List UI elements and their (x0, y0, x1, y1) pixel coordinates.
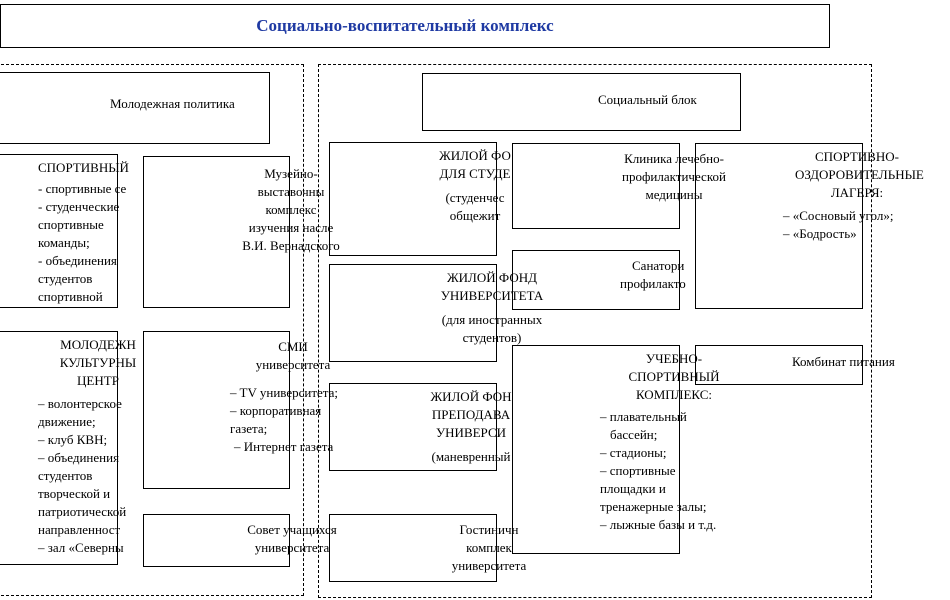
clinic-label: Клиника лечебно- профилактической медицины (622, 151, 726, 202)
camps-title: СПОРТИВНО- ОЗДОРОВИТЕЛЬНЫЕ ЛАГЕРЯ: (795, 149, 924, 200)
list-item: – лыжные базы и т.д. (600, 517, 717, 532)
list-item: – волонтерское (38, 396, 122, 411)
diagram-title: Социально-воспитательный комплекс (256, 16, 554, 35)
social-block-label: Социальный блок (598, 92, 697, 107)
list-item: патриотической (38, 504, 127, 519)
housing-university-label: ЖИЛОЙ ФОНД УНИВЕРСИТЕТА (для иностранных студентов) (440, 270, 544, 345)
catering-label: Комбинат питания (792, 354, 895, 369)
list-item: – спортивные (600, 463, 676, 478)
list-item: - объединения (38, 253, 117, 268)
list-item: команды; (38, 235, 90, 250)
camps-list (783, 207, 894, 243)
sanatorium-label: Санатори профилакто (620, 258, 686, 291)
media-list (230, 384, 338, 456)
housing-teachers-label: ЖИЛОЙ ФОН ПРЕПОДАВА УНИВЕРСИ (маневренный (430, 389, 512, 464)
list-item: – «Бодрость» (783, 226, 857, 241)
sports-complex-list (600, 408, 716, 534)
list-item: – «Сосновый угол»; (783, 208, 894, 223)
list-item: – TV университета; (230, 385, 339, 400)
student-council-label: Совет учащихся университета (247, 522, 337, 555)
list-item: – зал «Северны (38, 540, 124, 555)
list-item: – плавательный (600, 409, 687, 424)
list-item: спортивной (38, 289, 103, 304)
youth-policy-label: Молодежная политика (110, 96, 235, 111)
list-item: движение; (38, 414, 96, 429)
sports-club-list (38, 180, 126, 306)
list-item: – объединения (38, 450, 120, 465)
sports-complex-title: УЧЕБНО- СПОРТИВНЫЙ КОМПЛЕКС: (628, 351, 720, 402)
sports-club-title: СПОРТИВНЫЙ (38, 160, 129, 175)
list-item: тренажерные залы; (600, 499, 707, 514)
list-item: студентов (38, 271, 93, 286)
museum-label: Музейно- выставочны комплекс изучения насле В.И. Вернадского (242, 166, 340, 253)
list-item: - студенческие (38, 199, 120, 214)
diagram-title-box (0, 4, 830, 48)
list-item: - спортивные се (38, 181, 127, 196)
list-item: спортивные (38, 217, 104, 232)
list-item: бассейн; (610, 427, 658, 442)
list-item: площадки и (600, 481, 666, 496)
media-title: СМИ университета (255, 339, 331, 372)
list-item: газета; (230, 421, 268, 436)
list-item: – корпоративная (230, 403, 322, 418)
youth-center-list (38, 395, 126, 557)
hotel-label: Гостиничн комплек университета (451, 522, 527, 573)
list-item: направленност (38, 522, 121, 537)
list-item: творческой и (38, 486, 111, 501)
list-item: – Интернет газета (234, 439, 334, 454)
list-item: студентов (38, 468, 93, 483)
list-item: – клуб КВН; (38, 432, 108, 447)
youth-center-title: МОЛОДЕЖН КУЛЬТУРНЫ ЦЕНТР (59, 337, 137, 388)
list-item: – стадионы; (600, 445, 667, 460)
housing-students-label: ЖИЛОЙ ФО ДЛЯ СТУДЕ (студенчес общежит (439, 148, 511, 223)
